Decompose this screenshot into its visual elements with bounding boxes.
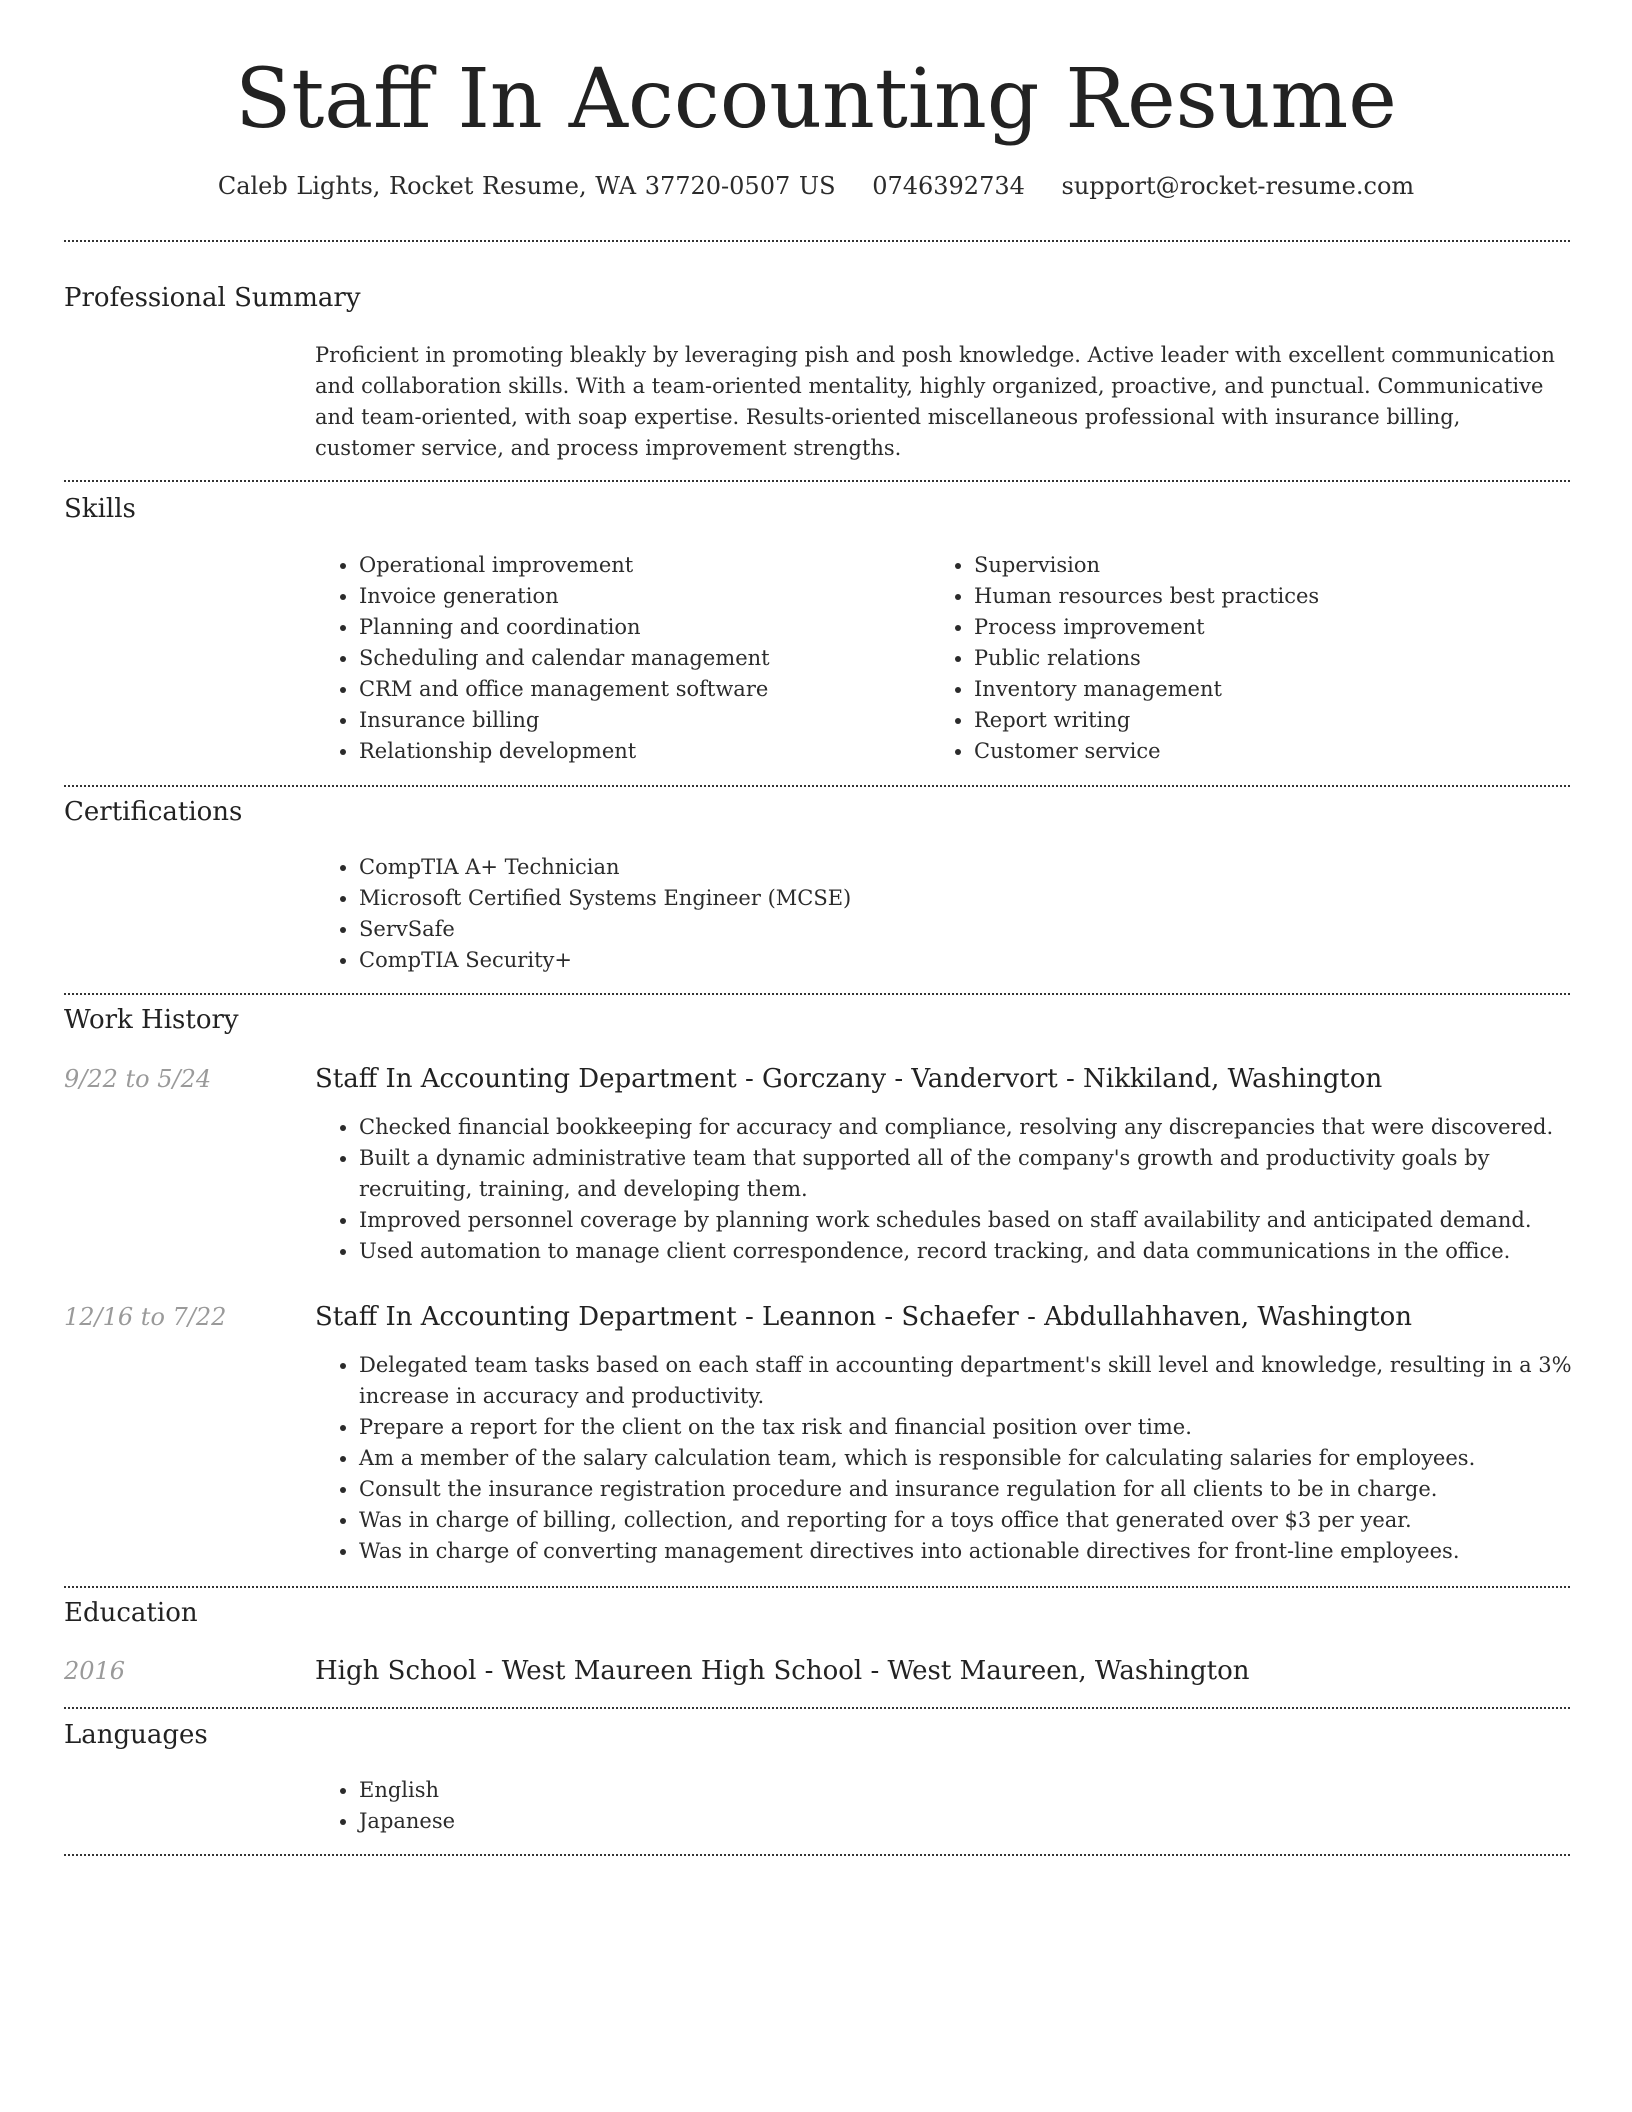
list-item: • Human resources best practices xyxy=(974,581,1574,612)
list-item: • ServSafe xyxy=(359,914,1559,945)
list-item: • Relationship development xyxy=(359,736,919,767)
section-title-languages: Languages xyxy=(64,1720,208,1750)
list-item: • Insurance billing xyxy=(359,705,919,736)
section-title-work: Work History xyxy=(64,1005,239,1035)
list-item: • Process improvement xyxy=(974,612,1574,643)
job-heading: Staff In Accounting Department - Leannon - Schaefer - Abdullahhaven, Washington xyxy=(315,1302,1413,1332)
list-item: • Am a member of the salary calculation team, which is responsible for calculating salaries for employees. xyxy=(359,1443,1609,1474)
contact-phone: 0746392734 xyxy=(872,172,1025,200)
list-item: • Was in charge of converting management directives into actionable directives for front-line employees. xyxy=(359,1536,1609,1567)
divider xyxy=(64,785,1570,787)
list-item: • Report writing xyxy=(974,705,1574,736)
job-bullets xyxy=(315,1350,1609,1567)
list-item: • Operational improvement xyxy=(359,550,919,581)
divider xyxy=(64,240,1570,242)
list-item: • Was in charge of billing, collection, and reporting for a toys office that generated over $3 per year. xyxy=(359,1505,1609,1536)
section-title-education: Education xyxy=(64,1598,198,1628)
list-item: • Used automation to manage client correspondence, record tracking, and data communications in the office. xyxy=(359,1236,1609,1267)
job-heading: Staff In Accounting Department - Gorczany - Vandervort - Nikkiland, Washington xyxy=(315,1064,1383,1094)
resume-title: Staff In Accounting Resume xyxy=(235,52,1397,147)
job-dates: 9/22 to 5/24 xyxy=(64,1065,212,1093)
list-item: • Improved personnel coverage by planning work schedules based on staff availability and anticipated demand. xyxy=(359,1205,1609,1236)
list-item: • Checked financial bookkeeping for accuracy and compliance, resolving any discrepancies that were discovered. xyxy=(359,1112,1609,1143)
list-item: • Inventory management xyxy=(974,674,1574,705)
list-item: • Planning and coordination xyxy=(359,612,919,643)
education-year: 2016 xyxy=(64,1657,126,1685)
list-item: • Delegated team tasks based on each staff in accounting department's skill level and knowledge, resulting in a 3% increase in accuracy and productivity. xyxy=(359,1350,1609,1412)
list-item: • English xyxy=(359,1775,959,1806)
list-item: • Supervision xyxy=(974,550,1574,581)
contact-email: support@rocket-resume.com xyxy=(1061,172,1415,200)
job-bullets xyxy=(315,1112,1609,1267)
section-title-summary: Professional Summary xyxy=(64,283,361,313)
divider xyxy=(64,1707,1570,1709)
contact-line xyxy=(0,172,1632,200)
skills-list-left xyxy=(315,550,919,767)
skills-list-right xyxy=(930,550,1574,767)
list-item: • CompTIA A+ Technician xyxy=(359,852,1559,883)
list-item: • Public relations xyxy=(974,643,1574,674)
summary-text: Proficient in promoting bleakly by leveraging pish and posh knowledge. Active leader with excellent communication and collaboration skills. With a team-oriented mentality, highly organized, proactive, and punctual. Communicative and team-oriented, with soap expertise. Results-oriented miscellaneous professional with insurance billing, customer service, and process improvement strengths. xyxy=(315,343,1555,460)
list-item: • Japanese xyxy=(359,1806,959,1837)
list-item: • CRM and office management software xyxy=(359,674,919,705)
divider xyxy=(64,993,1570,995)
list-item: • Invoice generation xyxy=(359,581,919,612)
divider xyxy=(64,1854,1570,1856)
list-item: • Built a dynamic administrative team that supported all of the company's growth and productivity goals by recruiting, training, and developing them. xyxy=(359,1143,1609,1205)
certifications-list xyxy=(315,852,1559,976)
languages-list xyxy=(315,1775,959,1837)
list-item: • Customer service xyxy=(974,736,1574,767)
job-dates: 12/16 to 7/22 xyxy=(64,1303,227,1331)
list-item: • CompTIA Security+ xyxy=(359,945,1559,976)
list-item: • Prepare a report for the client on the tax risk and financial position over time. xyxy=(359,1412,1609,1443)
list-item: • Scheduling and calendar management xyxy=(359,643,919,674)
contact-address: Caleb Lights, Rocket Resume, WA 37720-0507 US xyxy=(217,172,836,200)
list-item: • Consult the insurance registration procedure and insurance regulation for all clients to be in charge. xyxy=(359,1474,1609,1505)
divider xyxy=(64,480,1570,482)
section-title-skills: Skills xyxy=(64,494,136,524)
education-heading: High School - West Maureen High School - West Maureen, Washington xyxy=(315,1656,1250,1686)
section-title-certifications: Certifications xyxy=(64,797,243,827)
divider xyxy=(64,1586,1570,1588)
list-item: • Microsoft Certified Systems Engineer (MCSE) xyxy=(359,883,1559,914)
